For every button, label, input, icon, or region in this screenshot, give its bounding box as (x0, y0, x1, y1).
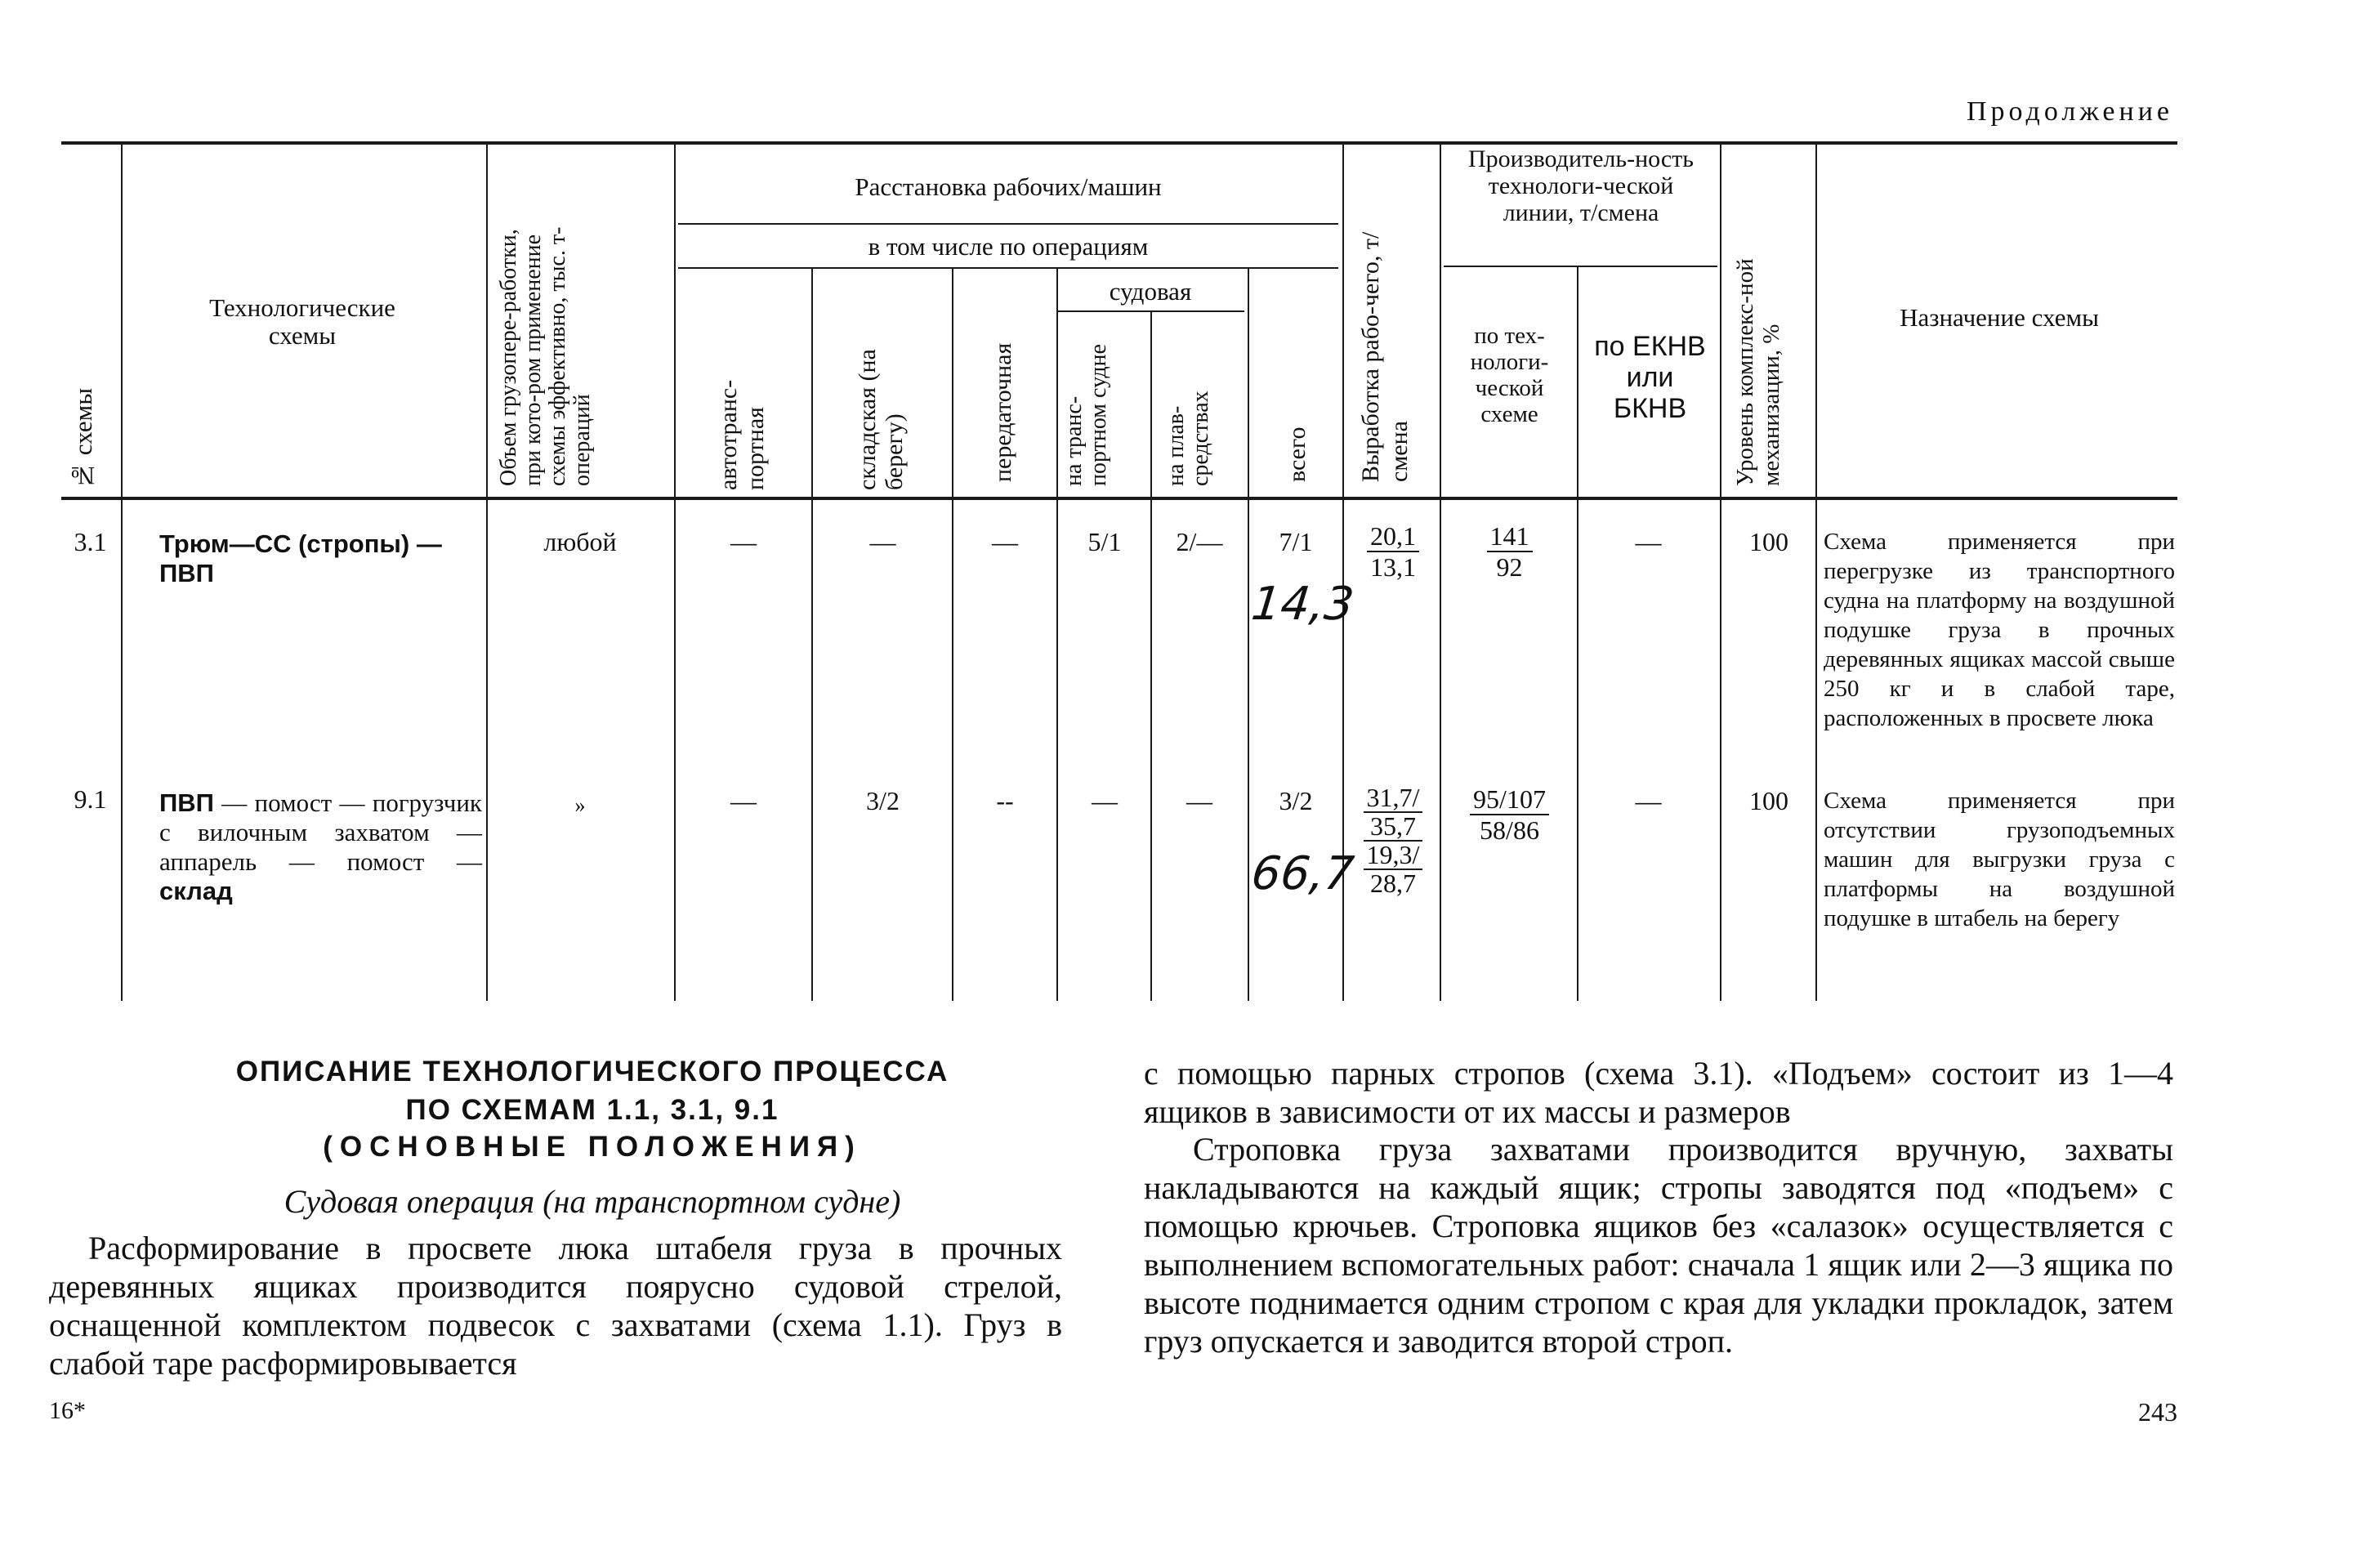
header-warehouse: складская (на берегу) (854, 349, 908, 490)
row2-mech: 100 (1749, 786, 1788, 815)
header-placement: Расстановка рабочих/машин (855, 172, 1162, 201)
row1-total: 7/1 (1279, 527, 1313, 556)
section-paragraph-3: Строповка груза захватами производится вручную, захваты накладываются на каждый ящик; стропы заводятся под «подъем» с помощью крючьев. Строповка ящиков без «салазок» осуществляется с выполнением вспомогательных работ: сначала 1 ящик или 2—3 ящика по высоте поднимается одним стропом с края для укладки прокладок, затем груз опускается и заводится второй строп. (1144, 1131, 2173, 1360)
row1-on-transport: 5/1 (1087, 527, 1122, 556)
header-on-transport: на транс-портном судне (1061, 344, 1111, 486)
row2-transfer: -- (996, 786, 1014, 815)
header-by-scheme: по тех-нологи-ческой схеме (1470, 323, 1549, 427)
row2-purpose: Схема применяется при отсутствии грузоподъемных машин для выгрузки груза с платформы на воздушной подушке в штабель на берегу (1824, 788, 2175, 931)
section-title-line1: ОПИСАНИЕ ТЕХНОЛОГИЧЕСКОГО ПРОЦЕССА (235, 1056, 949, 1087)
row1-on-floating: 2/— (1176, 527, 1223, 556)
row2-on-transport: — (1092, 786, 1118, 815)
row1-output (1352, 521, 1434, 582)
row2-output-a-den: 35,7 (1364, 813, 1423, 842)
section-paragraph-1: Расформирование в просвете люка штабеля груза в прочных деревянных ящиках производится поярусно судовой стрелой, оснащенной комплектом подвесок с захватами (схема 1.1). Груз в слабой таре расформировывается (49, 1230, 1062, 1382)
row1-scheme (159, 529, 482, 588)
header-scheme-no: № схемы (69, 387, 97, 490)
row1-transfer: — (992, 527, 1018, 556)
section-subtitle: Судовая операция (на транспортном судне) (284, 1183, 901, 1220)
row1-productivity (1446, 521, 1573, 582)
row2-handwritten-note: 66,7 (1248, 847, 1357, 900)
row2-no: 9.1 (74, 784, 107, 814)
page-number: 243 (2138, 1397, 2177, 1427)
section-paragraph-2: с помощью парных стропов (схема 3.1). «Подъем» состоит из 1—4 ящиков в зависимости от их массы и размеров (1144, 1055, 2173, 1130)
header-on-floating: на плав-средствах (1163, 391, 1213, 486)
row1-no: 3.1 (74, 527, 107, 556)
header-ship: судовая (1109, 277, 1192, 306)
row1-warehouse: — (869, 527, 896, 556)
header-transfer: передаточная (989, 342, 1016, 482)
row2-ekvn: — (1635, 786, 1662, 815)
row2-auto: — (730, 786, 757, 815)
footer-left-mark: 16* (49, 1397, 86, 1424)
row2-output (1352, 784, 1434, 897)
row1-output-num: 20,1 (1367, 521, 1419, 552)
header-volume: Объем грузопере-работки, при кото-ром применение схемы эффективно, тыс. т-операций (496, 226, 595, 486)
row1-mech: 100 (1749, 527, 1788, 556)
row1-ekvn: — (1635, 527, 1662, 556)
row2-output-b-den: 28,7 (1369, 869, 1416, 898)
row2-productivity (1446, 784, 1573, 845)
row2-output-a-num: 31,7/ (1364, 784, 1423, 813)
row1-prod-num: 141 (1487, 521, 1533, 552)
header-by-ekvn: по ЕКНВ или БКНВ (1594, 331, 1706, 424)
row2-volume: » (574, 793, 586, 817)
row2-scheme-c: склад (159, 877, 233, 905)
header-purpose: Назначение схемы (1900, 303, 2099, 332)
row1-handwritten-note: 14,3 (1248, 578, 1357, 631)
row2-prod-den: 58/86 (1480, 815, 1539, 845)
row2-on-floating: — (1186, 786, 1212, 815)
row2-prod-num: 95/107 (1470, 784, 1549, 815)
section-title-line2: ПО СХЕМАМ 1.1, 3.1, 9.1 (405, 1094, 779, 1126)
header-total: всего (1284, 426, 1311, 482)
row1-scheme-b: ПВП (159, 559, 214, 587)
header-productivity: Производитель-ность технологи-ческой линии, т/смена (1468, 145, 1694, 226)
row2-warehouse: 3/2 (866, 786, 900, 815)
row2-output-b-num: 19,3/ (1364, 842, 1423, 870)
row1-scheme-a: Трюм—СС (стропы) — (159, 529, 442, 558)
row1-output-den: 13,1 (1370, 552, 1416, 582)
row2-scheme (159, 788, 482, 906)
header-tech-schemes: Технологические схемы (209, 293, 395, 350)
row2-total: 3/2 (1279, 786, 1313, 815)
header-auto: автотранс-портная (715, 379, 769, 490)
header-output: Выработка рабо-чего, т/смена (1357, 231, 1413, 482)
row1-volume: любой (543, 527, 617, 556)
header-incl-ops: в том числе по операциям (868, 232, 1149, 261)
continuation-label: Продолжение (1966, 96, 2173, 127)
header-mech-level: Уровень комплекс-ной механизации, % (1732, 258, 1784, 486)
row1-auto: — (730, 527, 757, 556)
section-title-line3: (ОСНОВНЫЕ ПОЛОЖЕНИЯ) (323, 1131, 862, 1163)
row1-prod-den: 92 (1496, 552, 1523, 582)
row2-scheme-a: ПВП (159, 788, 214, 817)
row1-purpose: Схема применяется при перегрузке из транспортного судна на платформу на воздушной подушке груза в прочных деревянных ящиках массой свыше 250 кг и в слабой таре, расположенных в просвете люка (1824, 529, 2175, 731)
row2-scheme-b: — помост — погрузчик с вилочным захватом — аппарель — помост — (159, 788, 482, 876)
